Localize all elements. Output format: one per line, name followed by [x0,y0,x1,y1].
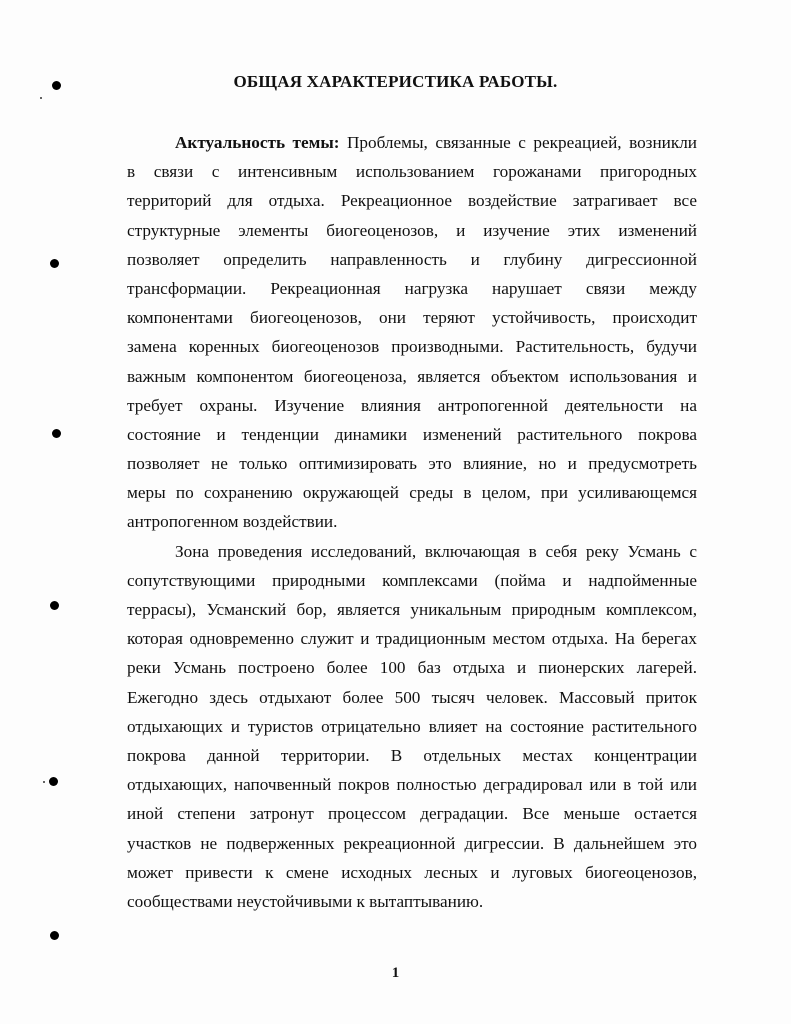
paragraph-1-line: важным компонентом биогеоценоза, является объектом использования и [127,366,697,386]
paragraph-1-line-1: Актуальность темы: Проблемы, связанные с рекреацией, возникли [175,133,697,152]
paragraph-1-line: территорий для отдыха. Рекреационное воздействие затрагивает все [127,191,697,211]
paragraph-2-line: отдыхающих и туристов отрицательно влияет на состояние растительного [127,716,697,736]
page-number: 1 [391,965,400,981]
paragraph-1-line: позволяет не только оптимизировать это влияние, но и предусмотреть [127,454,697,474]
paragraph-1-line: замена коренных биогеоценозов производными. Растительность, будучи [127,337,697,357]
paragraph-2-line: участков не подверженных рекреационной дигрессии. В дальнейшем это [127,833,697,853]
paragraph-2-line: покрова данной территории. В отдельных местах концентрации [127,745,697,765]
paragraph-1-line: состояние и тенденции динамики изменений растительного покрова [127,424,697,444]
paragraph-1-line: в связи с интенсивным использованием горожанами пригородных [127,162,697,182]
paragraph-2-line: террасы), Усманский бор, является уникальным природным комплексом, [127,600,697,619]
paragraph-2-line: отдыхающих, напочвенный покров полностью деградировал или в той или [127,775,697,795]
paragraph-2-line: иной степени затронут процессом деградации. Все меньше остается [127,804,697,824]
paragraph-1-line: трансформации. Рекреационная нагрузка нарушает связи между [127,278,697,298]
binder-hole-2 [50,259,59,268]
lead-phrase: Актуальность темы: [175,133,340,152]
paragraph-1-line: позволяет определить направленность и глубину дигрессионной [127,249,697,269]
paragraph-2-line: сопутствующими природными комплексами (пойма и надпойменные [127,570,697,590]
paragraph-1-line: требует охраны. Изучение влияния антропогенной деятельности на [127,395,697,415]
paragraph-1-line: структурные элементы биогеоценозов, и изучение этих изменений [127,220,697,240]
document-body [127,128,697,916]
paragraph-2-line: Ежегодно здесь отдыхают более 500 тысяч человек. Массовый приток [127,687,697,707]
binder-hole-5 [49,777,58,786]
document-title: ОБЩАЯ ХАРАКТЕРИСТИКА РАБОТЫ. [233,72,558,91]
binder-hole-6 [50,931,59,940]
paragraph-1-line: компонентами биогеоценозов, они теряют устойчивость, происходит [127,308,697,328]
paragraph-2-line: которая одновременно служит и традиционным местом отдыха. На берегах [127,629,697,649]
paragraph-1-line: меры по сохранению окружающей среды в целом, при усиливающемся [127,483,697,503]
paragraph-2-line: может привести к смене исходных лесных и луговых биогеоценозов, [127,862,697,882]
scan-speck [43,781,45,783]
paragraph-2-line: реки Усмань построено более 100 баз отдыха и пионерских лагерей. [127,658,697,678]
scan-speck [40,97,42,99]
binder-hole-4 [50,601,59,610]
paragraph-2-line-1: Зона проведения исследований, включающая в себя реку Усмань с [175,541,697,561]
paragraph-1-last-line: антропогенном воздействии. [127,512,338,532]
binder-hole-3 [52,429,61,438]
paragraph-2-last-line: сообществами неустойчивыми к вытаптыванию. [127,891,484,911]
